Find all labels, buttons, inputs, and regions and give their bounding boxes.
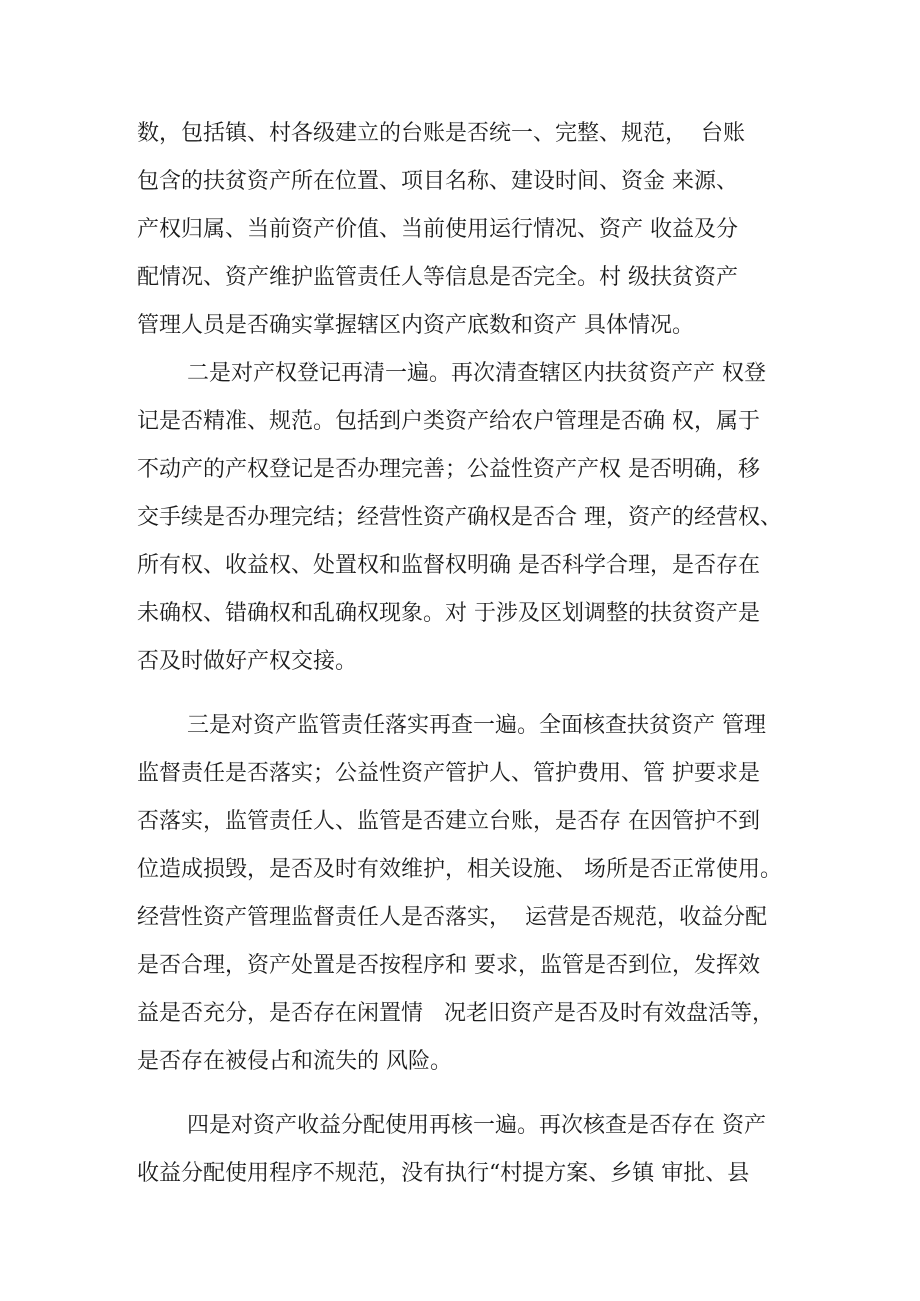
text-line: 否及时做好产权交接。 <box>137 649 358 674</box>
text-line: 是否存在被侵占和流失的 风险。 <box>137 1049 452 1074</box>
text-line: 经营性资产管理监督责任人是否落实， 运营是否规范，收益分配 <box>137 905 767 930</box>
text-line: 位造成损毁，是否及时有效维护，相关设施、 场所是否正常使用。 <box>137 857 782 882</box>
text-line: 配情况、资产维护监管责任人等信息是否完全。村 级扶贫资产 <box>137 265 738 290</box>
text-line: 三是对资产监管责任落实再查一遍。全面核查扶贫资产 管理 <box>187 713 766 738</box>
text-line: 产权归属、当前资产价值、当前使用运行情况、资产 收益及分 <box>137 217 738 242</box>
paragraph-spacer <box>137 686 837 702</box>
text-line: 未确权、错确权和乱确权现象。对 于涉及区划调整的扶贫资产是 <box>137 601 760 626</box>
paragraph-spacer <box>137 1086 837 1102</box>
text-line: 二是对产权登记再清一遍。再次清查辖区内扶贫资产产 权登 <box>187 361 766 386</box>
paragraph-continuation <box>137 110 837 350</box>
text-line: 益是否充分，是否存在闲置情 况老旧资产是否及时有效盘活等， <box>137 1001 774 1026</box>
text-line: 是否合理，资产处置是否按程序和 要求，监管是否到位，发挥效 <box>137 953 760 978</box>
text-line: 交手续是否办理完结；经营性资产确权是否合 理，资产的经营权、 <box>137 505 782 530</box>
text-line: 监督责任是否落实；公益性资产管护人、管护费用、管 护要求是 <box>137 761 760 786</box>
text-line: 收益分配使用程序不规范，没有执行“村提方案、乡镇 审批、县 <box>137 1161 750 1186</box>
text-line: 包含的扶贫资产所在位置、项目名称、建设时间、资金 来源、 <box>137 169 738 194</box>
text-line: 记是否精准、规范。包括到户类资产给农户管理是否确 权，属于 <box>137 409 760 434</box>
text-line: 所有权、收益权、处置权和监督权明确 是否科学合理，是否存在 <box>137 553 760 578</box>
paragraph-supervision-responsibility <box>137 702 837 1086</box>
paragraph-property-registration <box>137 350 837 686</box>
paragraph-income-distribution <box>137 1102 837 1198</box>
text-line: 不动产的产权登记是否办理完善；公益性资产产权 是否明确，移 <box>137 457 760 482</box>
text-line: 管理人员是否确实掌握辖区内资产底数和资产 具体情况。 <box>137 313 694 338</box>
text-line: 数，包括镇、村各级建立的台账是否统一、完整、规范， 台账 <box>137 121 745 146</box>
text-line: 四是对资产收益分配使用再核一遍。再次核查是否存在 资产 <box>187 1113 766 1138</box>
document-body <box>137 110 837 1198</box>
text-line: 否落实，监管责任人、监管是否建立台账，是否存 在因管护不到 <box>137 809 760 834</box>
